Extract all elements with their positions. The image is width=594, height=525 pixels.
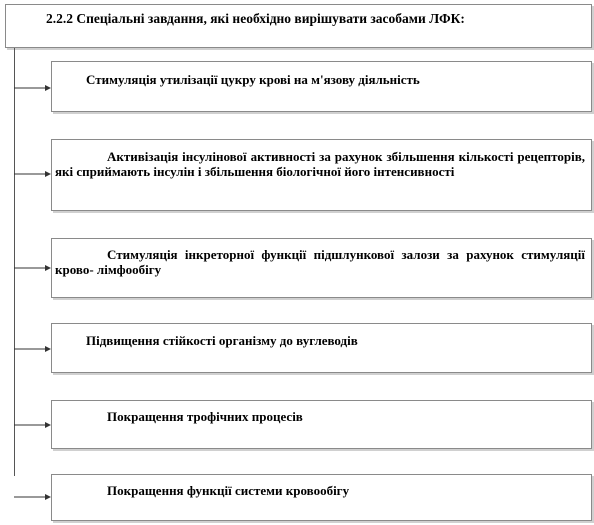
task-text-4: Підвищення стійкості організму до вуглеводів bbox=[86, 333, 358, 348]
task-text-3: Стимуляція інкреторної функції підшлункової залози за рахунок стимуляції крово- лімфообігу bbox=[55, 247, 585, 277]
header-title: 2.2.2 Спеціальні завдання, які необхідно вирішувати засобами ЛФК: bbox=[46, 11, 465, 26]
task-text-6: Покращення функції системи кровообігу bbox=[107, 483, 350, 498]
task-text-5: Покращення трофічних процесів bbox=[107, 409, 303, 424]
task-text-2: Активізація інсулінової активності за рахунок збільшення кількості рецепторів, які сприймають інсулін і збільшення біологічної його інтенсивності bbox=[55, 149, 585, 179]
task-box-2 bbox=[51, 139, 592, 211]
task-box-5 bbox=[51, 400, 592, 449]
task-box-3 bbox=[51, 238, 592, 298]
task-text-1: Стимуляція утилізації цукру крові на м'язову діяльність bbox=[86, 72, 420, 87]
task-box-1 bbox=[51, 61, 592, 112]
header-box bbox=[5, 4, 592, 48]
task-box-4 bbox=[51, 323, 592, 373]
vertical-connector-line bbox=[14, 48, 15, 476]
task-box-6 bbox=[51, 474, 592, 521]
